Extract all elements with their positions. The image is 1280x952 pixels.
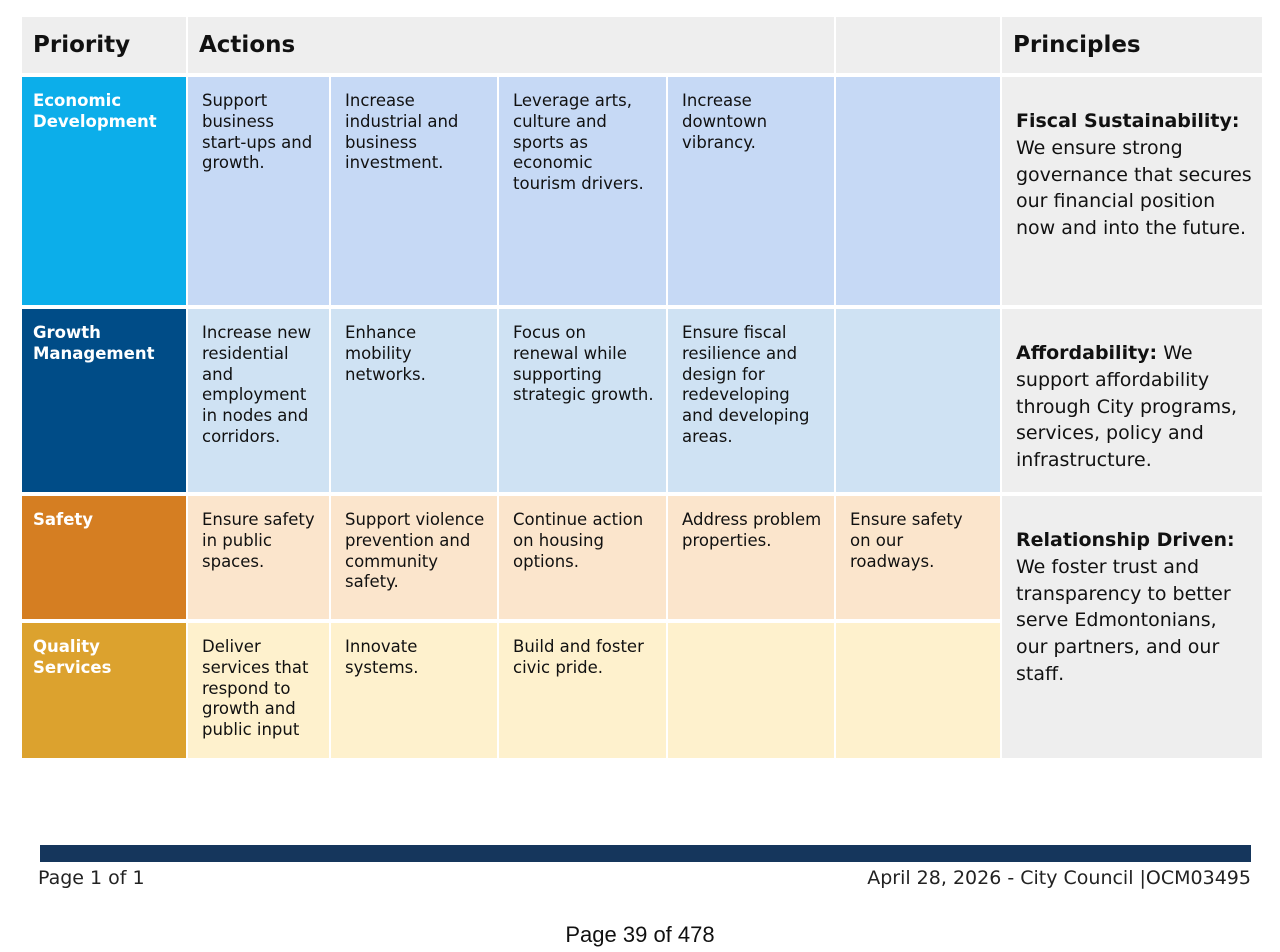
principle-affordability — [1002, 309, 1262, 492]
action-cell: Ensure safety on our roadways. — [836, 496, 1000, 619]
action-cell — [836, 309, 1000, 492]
action-cell — [668, 623, 834, 758]
action-cell: Ensure fiscal resilience and design for redeveloping and developing areas. — [668, 309, 834, 492]
action-cell: Innovate systems. — [331, 623, 497, 758]
principle-title: Fiscal Sustainability: — [1016, 110, 1240, 132]
header-actions: Actions — [188, 17, 834, 73]
principle-text: We ensure strong governance that secures our financial position now and into the future. — [1016, 136, 1252, 240]
priorities-table — [22, 17, 1262, 758]
priority-growth-management: Growth Management — [22, 309, 186, 492]
page-number: Page 39 of 478 — [565, 922, 715, 947]
priority-quality-services: Quality Services — [22, 623, 186, 758]
principle-relationship-driven — [1002, 496, 1262, 758]
action-cell: Address problem properties. — [668, 496, 834, 619]
action-cell: Ensure safety in public spaces. — [188, 496, 329, 619]
action-cell: Increase industrial and business investment. — [331, 77, 497, 305]
footer-bar — [40, 845, 1251, 862]
principle-title: Relationship Driven: — [1016, 529, 1235, 551]
footer-page: Page 1 of 1 — [38, 867, 145, 889]
header-principles: Principles — [1002, 17, 1262, 73]
action-cell: Continue action on housing options. — [499, 496, 666, 619]
action-cell: Support violence prevention and community safety. — [331, 496, 497, 619]
action-cell: Build and foster civic pride. — [499, 623, 666, 758]
principle-text: We support affordability through City programs, services, policy and infrastructure. — [1016, 342, 1238, 472]
header-blank — [836, 17, 1000, 73]
priority-economic-development: Economic Development — [22, 77, 186, 305]
principle-fiscal-sustainability — [1002, 77, 1262, 305]
footer-meeting: April 28, 2026 - City Council |OCM03495 — [867, 867, 1251, 889]
principle-text: We foster trust and transparency to better serve Edmontonians, our partners, and our staff. — [1016, 555, 1231, 685]
action-cell: Enhance mobility networks. — [331, 309, 497, 492]
action-cell — [836, 77, 1000, 305]
action-cell: Focus on renewal while supporting strategic growth. — [499, 309, 666, 492]
action-cell: Support business start-ups and growth. — [188, 77, 329, 305]
principle-title: Affordability: — [1016, 342, 1158, 364]
action-cell: Increase new residential and employment in nodes and corridors. — [188, 309, 329, 492]
action-cell: Increase downtown vibrancy. — [668, 77, 834, 305]
action-cell: Leverage arts, culture and sports as economic tourism drivers. — [499, 77, 666, 305]
header-priority: Priority — [22, 17, 186, 73]
action-cell: Deliver services that respond to growth and public input — [188, 623, 329, 758]
priority-safety: Safety — [22, 496, 186, 619]
action-cell — [836, 623, 1000, 758]
